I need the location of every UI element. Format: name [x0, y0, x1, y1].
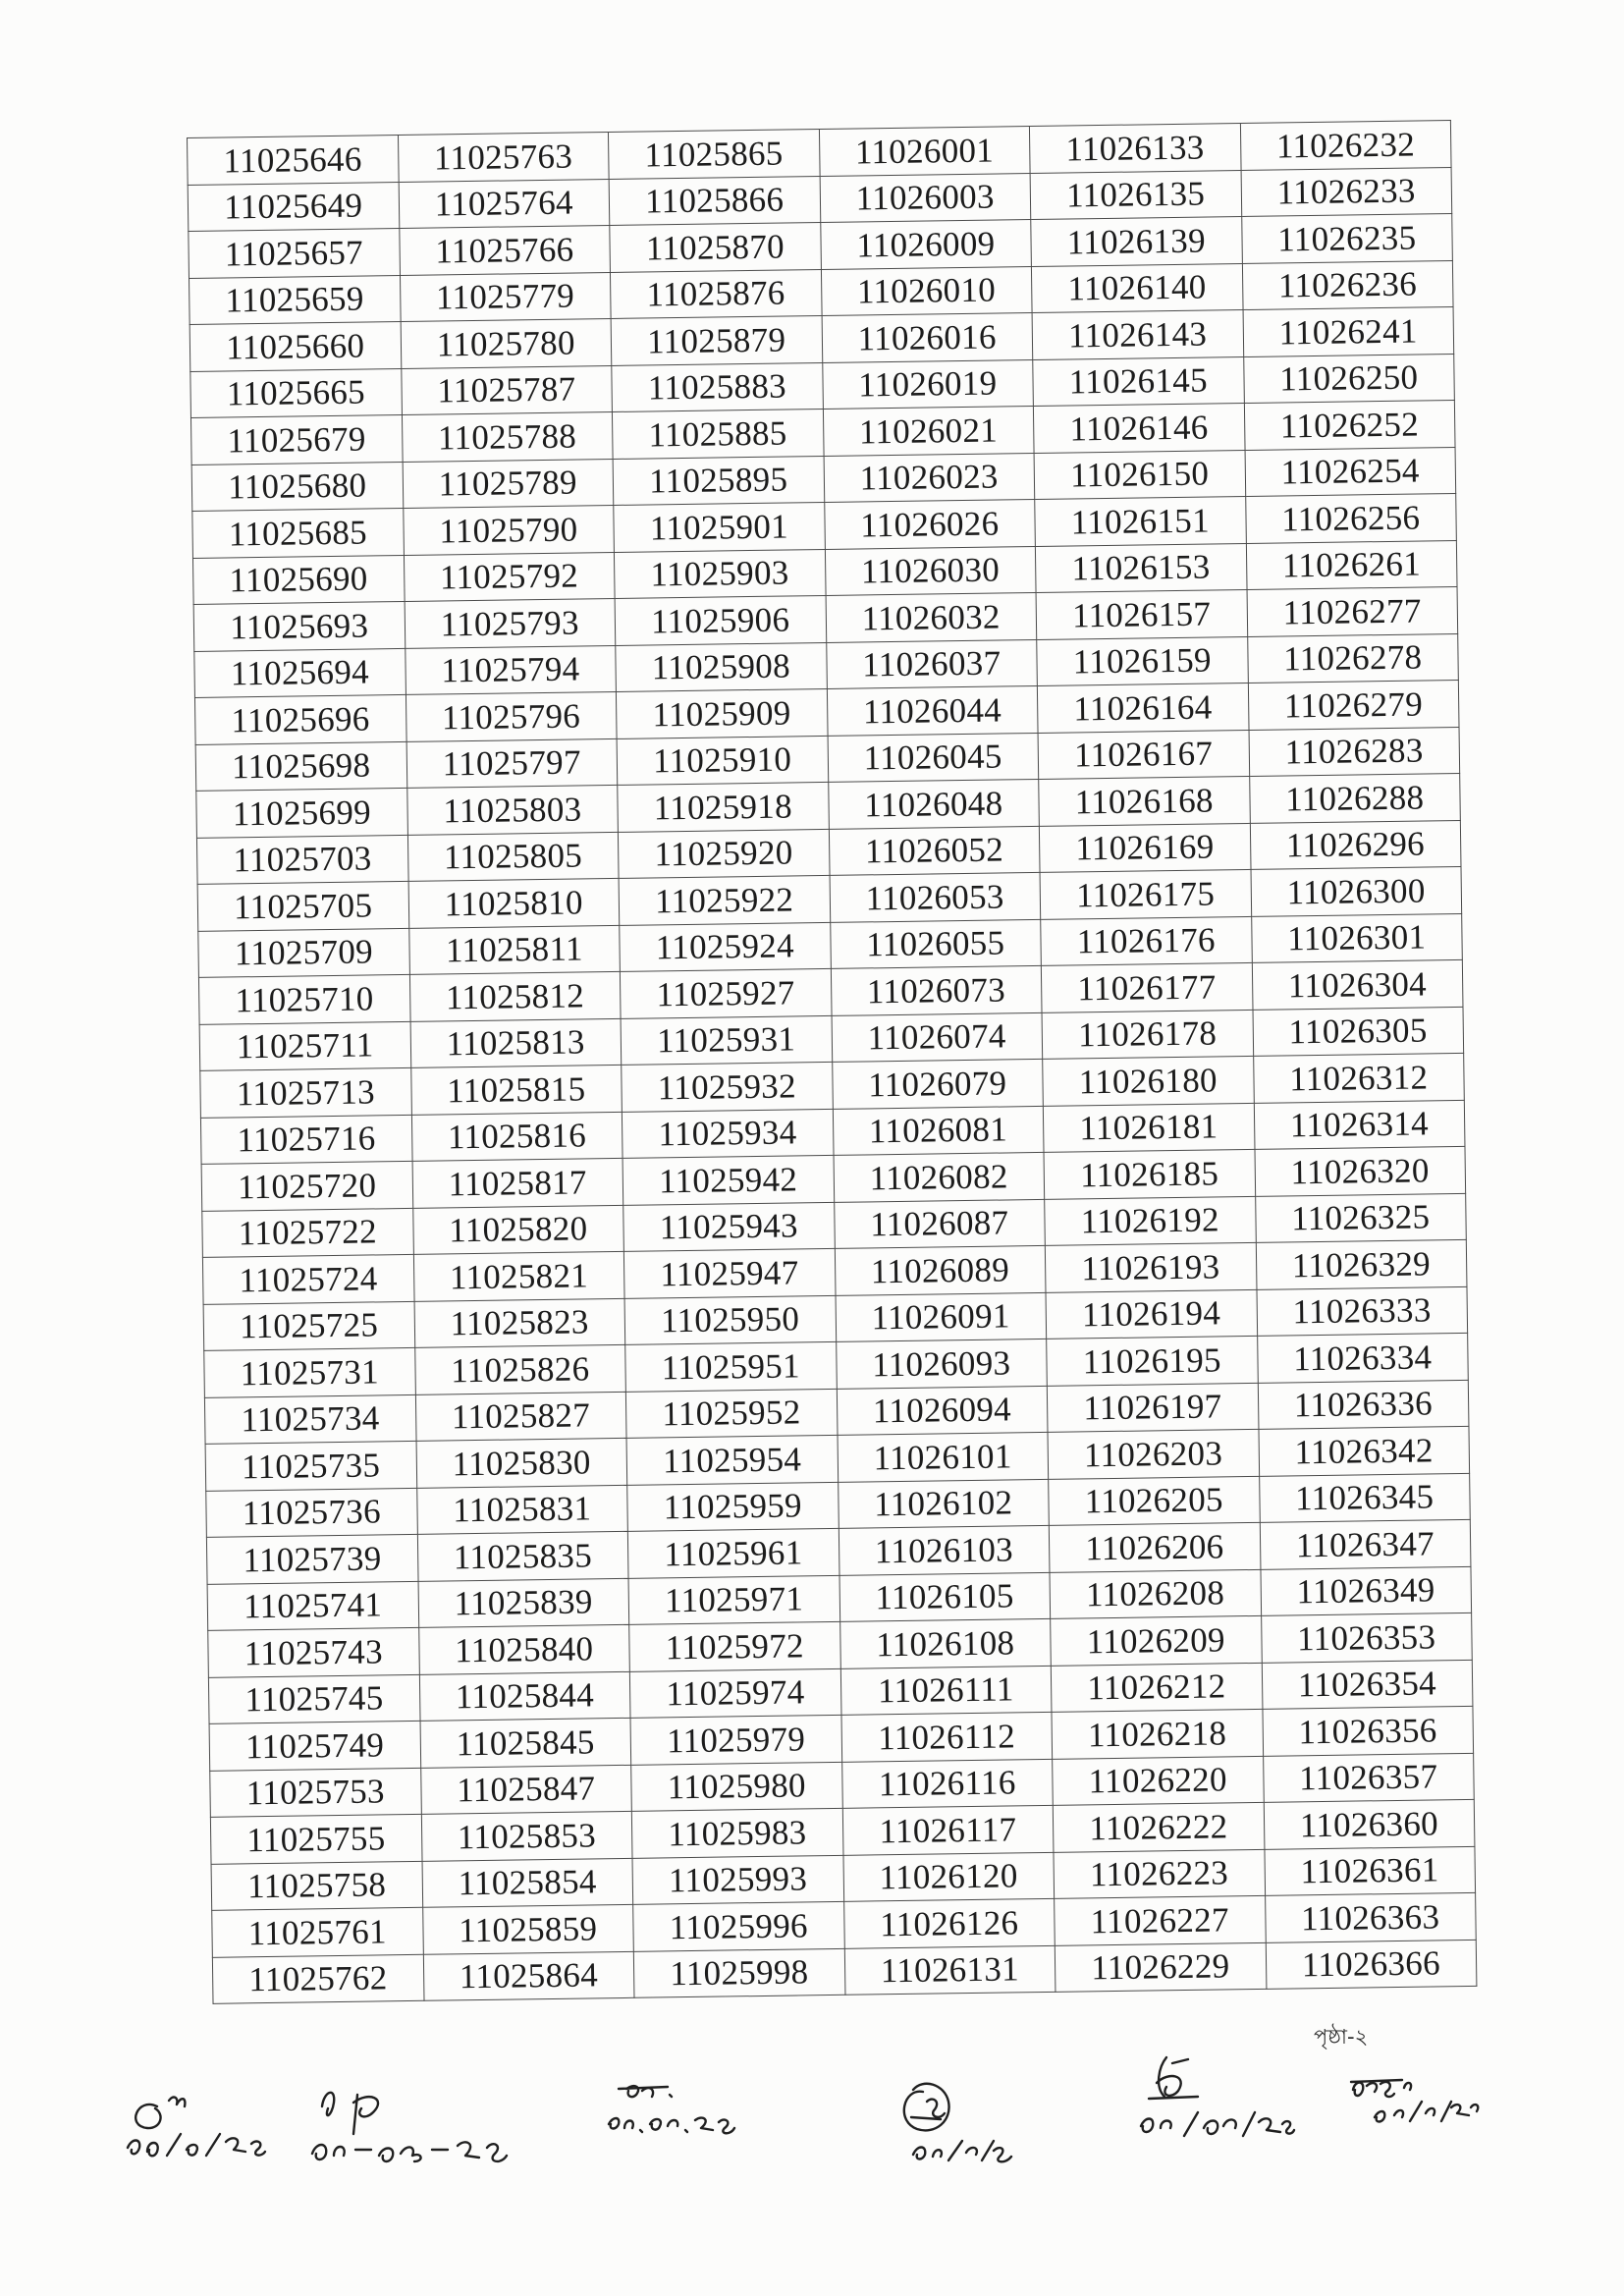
roll-number-cell: 11025934: [622, 1109, 833, 1158]
roll-number-cell: 11025922: [619, 875, 830, 924]
roll-number-cell: 11026055: [830, 919, 1041, 968]
roll-number-cell: 11025716: [200, 1115, 411, 1164]
roll-number-cell: 11025903: [614, 549, 825, 598]
roll-number-cell: 11026073: [831, 965, 1042, 1014]
handwritten-signature-icon: [118, 2087, 275, 2165]
roll-number-cell: 11025959: [627, 1482, 839, 1531]
roll-number-cell: 11026222: [1053, 1802, 1264, 1851]
roll-number-cell: 11026208: [1050, 1569, 1261, 1618]
roll-number-cell: 11026353: [1261, 1613, 1472, 1662]
roll-number-cell: 11026283: [1249, 727, 1460, 776]
roll-number-cell: 11025762: [212, 1954, 423, 2003]
roll-number-cell: 11025979: [630, 1715, 841, 1764]
roll-number-cell: 11025743: [208, 1627, 419, 1676]
roll-number-cell: 11026001: [819, 127, 1030, 176]
roll-number-cell: 11026135: [1030, 170, 1241, 219]
roll-number-cell: 11026361: [1264, 1846, 1475, 1895]
roll-number-cell: 11025942: [623, 1155, 834, 1204]
roll-number-table-container: [187, 120, 1477, 2004]
roll-number-cell: 11026218: [1052, 1709, 1263, 1758]
roll-number-cell: 11026279: [1248, 680, 1459, 729]
roll-number-cell: 11026301: [1251, 913, 1462, 962]
roll-number-cell: 11026140: [1031, 263, 1242, 312]
handwritten-signature-icon: [1345, 2072, 1483, 2131]
roll-number-cell: 11025803: [406, 785, 618, 834]
roll-number-cell: 11025736: [206, 1488, 417, 1537]
roll-number-cell: 11025866: [609, 176, 820, 225]
roll-number-cell: 11026023: [824, 453, 1035, 502]
roll-number-cell: 11026334: [1257, 1333, 1468, 1382]
roll-number-cell: 11026044: [827, 685, 1038, 735]
roll-number-cell: 11025815: [410, 1065, 622, 1114]
roll-number-cell: 11025853: [421, 1811, 632, 1860]
roll-number-cell: 11026030: [825, 546, 1036, 595]
roll-number-cell: 11026227: [1055, 1895, 1266, 1944]
roll-number-cell: 11026169: [1039, 823, 1250, 872]
roll-number-cell: 11025731: [204, 1347, 415, 1396]
roll-number-cell: 11026101: [838, 1432, 1049, 1481]
roll-number-cell: 11025910: [617, 736, 828, 785]
roll-number-cell: 11026176: [1041, 916, 1252, 965]
roll-number-cell: 11025821: [413, 1251, 624, 1300]
roll-number-cell: 11026052: [829, 826, 1040, 875]
roll-number-cell: 11025753: [210, 1768, 421, 1817]
roll-number-cell: 11026102: [838, 1479, 1049, 1528]
roll-number-cell: 11025924: [620, 922, 831, 971]
roll-number-cell: 11025690: [192, 555, 404, 604]
handwritten-signature-icon: [884, 2062, 1021, 2170]
roll-number-cell: 11026053: [830, 872, 1041, 921]
roll-number-cell: 11025679: [190, 414, 402, 464]
roll-number-cell: 11026010: [821, 266, 1032, 315]
roll-number-cell: 11025864: [423, 1951, 634, 2000]
roll-number-cell: 11026146: [1033, 403, 1244, 452]
roll-number-cell: 11025713: [200, 1067, 411, 1117]
roll-number-cell: 11026212: [1051, 1663, 1262, 1712]
roll-number-cell: 11025920: [618, 829, 829, 878]
roll-number-cell: 11025789: [403, 459, 614, 508]
roll-number-cell: 11026185: [1044, 1149, 1255, 1198]
page-number: পৃষ্ঠা-২: [1314, 2025, 1369, 2049]
roll-number-cell: 11026305: [1253, 1007, 1464, 1056]
roll-number-cell: 11026256: [1245, 493, 1456, 542]
roll-number-cell: 11025885: [612, 409, 823, 458]
roll-number-cell: 11026220: [1053, 1756, 1264, 1805]
roll-number-cell: 11025657: [189, 228, 400, 277]
signature-6: [1345, 2072, 1483, 2131]
roll-number-cell: 11025696: [194, 694, 406, 743]
roll-number-cell: 11026167: [1038, 730, 1249, 779]
roll-number-cell: 11025788: [402, 411, 613, 461]
roll-number-cell: 11025835: [417, 1531, 628, 1580]
roll-number-cell: 11026296: [1250, 820, 1461, 869]
roll-number-cell: 11026241: [1243, 307, 1454, 356]
roll-number-cell: 11025974: [629, 1668, 840, 1718]
roll-number-cell: 11025854: [422, 1858, 633, 1907]
roll-number-cell: 11026079: [832, 1059, 1043, 1108]
roll-number-cell: 11025724: [202, 1254, 413, 1303]
roll-number-cell: 11025805: [407, 832, 619, 881]
roll-number-cell: 11025950: [624, 1295, 836, 1344]
roll-number-cell: 11026133: [1029, 124, 1240, 173]
roll-number-cell: 11026131: [844, 1945, 1056, 1995]
signature-4: [884, 2062, 1021, 2170]
roll-number-cell: 11026360: [1264, 1799, 1475, 1848]
roll-number-cell: 11025810: [408, 878, 620, 927]
roll-number-cell: 11025725: [203, 1301, 414, 1350]
roll-number-cell: 11026300: [1251, 866, 1462, 915]
roll-number-cell: 11025735: [205, 1441, 416, 1490]
roll-number-cell: 11025901: [614, 502, 825, 551]
roll-number-cell: 11025831: [416, 1485, 627, 1534]
roll-number-cell: 11026197: [1047, 1383, 1258, 1432]
roll-number-cell: 11025996: [633, 1901, 844, 1950]
roll-number-cell: 11025826: [414, 1344, 625, 1394]
roll-number-cell: 11026151: [1035, 496, 1246, 545]
roll-number-cell: 11026329: [1256, 1239, 1467, 1288]
roll-number-cell: 11026089: [835, 1245, 1046, 1294]
roll-number-cell: 11026093: [836, 1339, 1047, 1388]
roll-number-cell: 11026205: [1049, 1476, 1260, 1525]
roll-number-cell: 11025665: [190, 368, 402, 417]
roll-number-cell: 11026094: [837, 1386, 1048, 1435]
roll-number-cell: 11026320: [1254, 1146, 1465, 1195]
roll-number-cell: 11025796: [406, 691, 617, 740]
roll-number-cell: 11026278: [1247, 633, 1458, 683]
roll-number-cell: 11026195: [1047, 1336, 1258, 1385]
roll-number-cell: 11025816: [411, 1112, 623, 1161]
roll-number-cell: 11025859: [422, 1904, 633, 1953]
roll-number-cell: 11025685: [192, 508, 404, 557]
roll-number-cell: 11026074: [832, 1012, 1043, 1062]
roll-number-table-body: [188, 121, 1477, 2004]
roll-number-cell: 11025812: [409, 971, 621, 1020]
roll-number-cell: 11026252: [1244, 400, 1455, 449]
roll-number-cell: 11025983: [631, 1808, 842, 1857]
roll-number-cell: 11025943: [623, 1202, 835, 1251]
roll-number-cell: 11026356: [1262, 1706, 1473, 1755]
roll-number-cell: 11026016: [822, 312, 1033, 361]
signature-3: [599, 2077, 746, 2146]
roll-number-cell: 11025734: [204, 1394, 415, 1444]
roll-number-cell: 11026336: [1258, 1380, 1469, 1429]
roll-number-cell: 11025758: [211, 1861, 422, 1910]
roll-number-cell: 11026177: [1041, 962, 1252, 1011]
roll-number-cell: 11026366: [1266, 1940, 1477, 1989]
roll-number-cell: 11025703: [196, 835, 407, 884]
roll-number-cell: 11025680: [191, 462, 403, 511]
roll-number-cell: 11026349: [1260, 1566, 1471, 1615]
roll-number-cell: 11026181: [1043, 1103, 1254, 1152]
signature-1: [118, 2087, 275, 2165]
roll-number-cell: 11025972: [629, 1621, 840, 1670]
roll-number-cell: 11025790: [403, 505, 614, 554]
roll-number-cell: 11026175: [1040, 869, 1251, 918]
roll-number-cell: 11025763: [398, 133, 609, 182]
roll-number-cell: 11025813: [410, 1018, 622, 1067]
roll-number-cell: 11025705: [197, 881, 408, 930]
roll-number-cell: 11026345: [1259, 1473, 1470, 1522]
roll-number-cell: 11025766: [399, 225, 610, 274]
roll-number-cell: 11025839: [418, 1578, 629, 1627]
roll-number-cell: 11026232: [1240, 121, 1451, 170]
roll-number-cell: 11026045: [828, 733, 1039, 782]
roll-number-cell: 11025895: [613, 456, 824, 505]
roll-number-cell: 11026019: [822, 359, 1033, 409]
roll-number-cell: 11026209: [1051, 1615, 1262, 1665]
roll-number-cell: 11025820: [412, 1205, 623, 1254]
roll-number-cell: 11025792: [404, 552, 615, 601]
roll-number-cell: 11025817: [412, 1158, 623, 1207]
roll-number-table: [187, 120, 1477, 2004]
roll-number-cell: 11026153: [1035, 543, 1246, 592]
roll-number-cell: 11026087: [834, 1199, 1045, 1248]
roll-number-cell: 11025847: [420, 1765, 631, 1814]
roll-number-cell: 11025918: [618, 782, 829, 831]
roll-number-cell: 11025931: [621, 1015, 832, 1065]
roll-number-cell: 11026139: [1031, 217, 1242, 266]
signature-2: [304, 2077, 520, 2170]
roll-number-cell: 11025865: [608, 130, 819, 179]
roll-number-cell: 11025845: [420, 1718, 631, 1767]
roll-number-cell: 11025646: [188, 135, 399, 184]
roll-number-cell: 11025830: [416, 1438, 627, 1487]
roll-number-cell: 11025722: [202, 1208, 413, 1257]
roll-number-cell: 11026126: [843, 1898, 1055, 1947]
roll-number-cell: 11026347: [1260, 1519, 1471, 1568]
roll-number-cell: 11026250: [1243, 354, 1454, 403]
roll-number-cell: 11026159: [1037, 636, 1248, 685]
roll-number-cell: 11025659: [189, 275, 400, 324]
roll-number-cell: 11026357: [1263, 1753, 1474, 1802]
roll-number-cell: 11026333: [1256, 1286, 1467, 1336]
roll-number-cell: 11025749: [209, 1721, 420, 1770]
roll-number-cell: 11026120: [842, 1852, 1054, 1901]
roll-number-cell: 11025961: [627, 1528, 839, 1577]
roll-number-cell: 11026168: [1039, 776, 1250, 825]
roll-number-cell: 11026021: [823, 406, 1034, 455]
roll-number-cell: 11026026: [824, 499, 1035, 548]
signature-5: [1129, 2048, 1296, 2146]
roll-number-cell: 11025844: [419, 1671, 630, 1721]
roll-number-cell: 11026304: [1252, 959, 1463, 1009]
roll-number-cell: 11025908: [616, 642, 827, 691]
roll-number-cell: 11025811: [408, 925, 620, 974]
roll-number-cell: 11026363: [1265, 1892, 1476, 1941]
roll-number-cell: 11026164: [1037, 683, 1248, 732]
roll-number-cell: 11026233: [1241, 167, 1452, 216]
roll-number-cell: 11025840: [418, 1624, 629, 1673]
roll-number-cell: 11025780: [401, 318, 612, 367]
roll-number-cell: 11026032: [826, 592, 1037, 641]
roll-number-cell: 11025993: [632, 1855, 843, 1904]
roll-number-cell: 11025709: [198, 928, 409, 977]
roll-number-cell: 11026229: [1055, 1942, 1266, 1992]
roll-number-cell: 11025739: [206, 1534, 417, 1583]
roll-number-cell: 11026048: [828, 779, 1039, 828]
roll-number-cell: 11025932: [622, 1062, 833, 1111]
roll-number-cell: 11025761: [212, 1907, 423, 1956]
roll-number-cell: 11026206: [1049, 1522, 1260, 1571]
roll-number-cell: 11026180: [1043, 1056, 1254, 1105]
roll-number-cell: 11025693: [193, 601, 405, 650]
handwritten-signature-icon: [304, 2077, 520, 2170]
roll-number-cell: 11025694: [194, 648, 406, 697]
roll-number-cell: 11025711: [199, 1021, 410, 1070]
roll-number-cell: 11026091: [836, 1292, 1047, 1341]
roll-number-cell: 11025699: [196, 788, 407, 837]
roll-number-cell: 11026112: [840, 1712, 1052, 1761]
roll-number-cell: 11025906: [615, 595, 826, 644]
roll-number-cell: 11025660: [189, 321, 401, 370]
roll-number-cell: 11026003: [820, 173, 1031, 222]
roll-number-cell: 11025927: [620, 968, 831, 1017]
roll-number-cell: 11025755: [210, 1814, 421, 1863]
roll-number-cell: 11025787: [401, 365, 612, 414]
roll-number-cell: 11025794: [405, 645, 616, 694]
roll-number-cell: 11026354: [1262, 1660, 1473, 1709]
roll-number-cell: 11025909: [616, 688, 827, 738]
roll-number-cell: 11026111: [840, 1666, 1052, 1715]
roll-number-cell: 11025779: [400, 272, 611, 321]
roll-number-cell: 11025741: [207, 1581, 418, 1630]
roll-number-cell: 11026037: [826, 639, 1037, 688]
handwritten-signature-icon: [1129, 2048, 1296, 2146]
roll-number-cell: 11025827: [415, 1392, 626, 1441]
roll-number-cell: 11025971: [628, 1575, 839, 1624]
roll-number-cell: 11025698: [195, 741, 406, 791]
roll-number-cell: 11026103: [839, 1525, 1050, 1574]
roll-number-cell: 11026235: [1241, 214, 1452, 263]
roll-number-cell: 11025793: [405, 598, 616, 647]
roll-number-cell: 11026314: [1254, 1100, 1465, 1149]
roll-number-cell: 11026081: [833, 1106, 1044, 1155]
roll-number-cell: 11025797: [406, 738, 618, 788]
roll-number-cell: 11025764: [399, 179, 610, 228]
roll-number-cell: 11026194: [1046, 1289, 1257, 1339]
roll-number-cell: 11026192: [1045, 1196, 1256, 1245]
roll-number-cell: 11026277: [1247, 586, 1458, 635]
roll-number-cell: 11026193: [1045, 1242, 1256, 1291]
roll-number-cell: 11026108: [839, 1618, 1051, 1667]
roll-number-cell: 11026203: [1048, 1429, 1259, 1478]
roll-number-cell: 11025952: [625, 1389, 837, 1438]
roll-number-cell: 11025876: [610, 269, 821, 318]
roll-number-cell: 11025947: [623, 1248, 835, 1297]
roll-number-cell: 11026312: [1253, 1053, 1464, 1102]
roll-number-cell: 11026150: [1034, 450, 1245, 499]
roll-number-cell: 11026178: [1042, 1010, 1253, 1059]
roll-number-cell: 11026236: [1242, 260, 1453, 309]
roll-number-cell: 11025745: [208, 1674, 419, 1723]
roll-number-cell: 11026342: [1258, 1426, 1469, 1475]
roll-number-cell: 11025823: [414, 1298, 625, 1347]
roll-number-cell: 11026105: [839, 1572, 1051, 1621]
roll-number-cell: 11026009: [820, 220, 1031, 269]
roll-number-cell: 11025951: [625, 1341, 837, 1391]
roll-number-cell: 11026145: [1033, 356, 1244, 406]
roll-number-cell: 11026082: [834, 1152, 1045, 1201]
roll-number-cell: 11025870: [610, 222, 821, 271]
roll-number-cell: 11025998: [633, 1948, 844, 1997]
roll-number-cell: 11025720: [201, 1161, 412, 1210]
roll-number-cell: 11026116: [841, 1759, 1053, 1808]
roll-number-cell: 11025879: [611, 315, 822, 364]
roll-number-cell: 11026143: [1032, 310, 1243, 359]
roll-number-cell: 11025883: [612, 362, 823, 411]
roll-number-cell: 11026288: [1249, 773, 1460, 822]
roll-number-cell: 11025710: [198, 974, 409, 1023]
roll-number-cell: 11025980: [631, 1762, 842, 1811]
handwritten-signature-icon: [599, 2077, 746, 2146]
roll-number-cell: 11026157: [1036, 589, 1247, 638]
roll-number-cell: 11026325: [1255, 1193, 1466, 1242]
roll-number-cell: 11026261: [1246, 540, 1457, 589]
roll-number-cell: 11026223: [1054, 1849, 1265, 1898]
roll-number-cell: 11026254: [1245, 447, 1456, 496]
roll-number-cell: 11026117: [842, 1805, 1054, 1854]
roll-number-cell: 11025649: [188, 182, 399, 231]
roll-number-cell: 11025954: [626, 1435, 838, 1484]
